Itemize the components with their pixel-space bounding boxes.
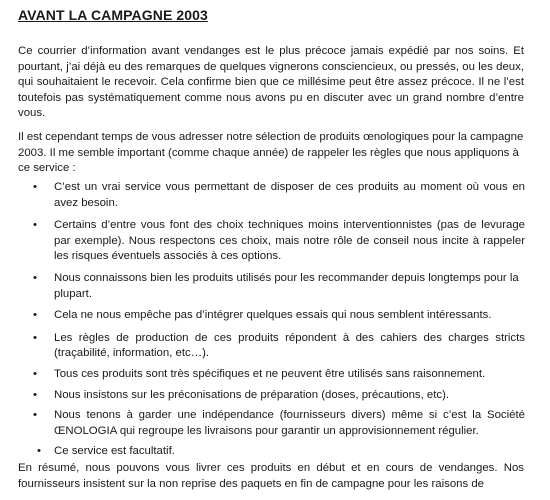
list-item-text: Ce service est facultatif. xyxy=(54,445,175,458)
list-item-text: Nous insistons sur les préconisations de préparation (doses, précautions, etc). xyxy=(54,388,450,401)
bullet-icon: • xyxy=(33,388,37,401)
list-item-text: Tous ces produits sont très spécifiques et ne peuvent être utilisés sans raisonnement. xyxy=(54,367,486,380)
list-item-text: Certains d’entre vous font des choix techniques moins interventionnistes (pas de levurage par exemple). Nous respectons ces choix, mais notre rôle de conseil nous incite à rappeler les risques éventuels associés à ces options. xyxy=(54,219,525,263)
list-item xyxy=(0,331,550,362)
document-title: AVANT LA CAMPAGNE 2003 xyxy=(18,7,208,23)
summary-paragraph: En résumé, nous pouvons vous livrer ces produits en début et en cours de vendanges. Nos fournisseurs insistent sur la non reprise des paquets en fin de campagne pour les raisons de xyxy=(18,462,524,490)
list-item-text: Les règles de production de ces produits répondent à des cahiers des charges stricts (traçabilité, information, etc…). xyxy=(54,331,525,360)
list-item-text: Nous connaissons bien les produits utilisés pour les recommander depuis longtemps pour la plupart. xyxy=(54,271,519,300)
bullet-icon: • xyxy=(33,309,37,322)
list-item xyxy=(0,444,550,460)
selection-paragraph: Il est cependant temps de vous adresser notre sélection de produits œnologiques pour la campagne 2003. Il me semble important (comme chaque année) de rappeler les règles que nous appliquons à ce service : xyxy=(18,131,524,175)
bullet-icon: • xyxy=(33,367,37,380)
list-item-text: Cela ne nous empêche pas d’intégrer quelques essais qui nous semblent intéressants. xyxy=(54,309,492,322)
list-item xyxy=(0,180,550,211)
bullet-icon: • xyxy=(33,219,37,232)
list-item xyxy=(0,218,550,265)
list-item xyxy=(0,308,550,324)
list-item xyxy=(0,271,550,302)
intro-paragraph: Ce courrier d’information avant vendanges est le plus précoce jamais expédié par nos soins. Et pourtant, j’ai déjà eu des remarques de quelques vignerons consciencieux, ou pressés, ou les deux, qui souhaitaient le recevoir. Cela confirme bien que ce millésime peut être assez précoce. Il ne l’est toutefois pas systématiquement comme nous avons pu en discuter avec un grand nombre d’entre vous. xyxy=(18,45,524,120)
bullet-icon: • xyxy=(33,331,37,344)
bullet-icon: • xyxy=(33,271,37,284)
list-item xyxy=(0,408,550,439)
list-item-text: C’est un vrai service vous permettant de disposer de ces produits au moment où vous en avez besoin. xyxy=(54,181,525,209)
bullet-icon: • xyxy=(37,445,41,458)
bullet-icon: • xyxy=(33,181,37,193)
list-item xyxy=(0,388,550,404)
rules-list xyxy=(0,180,550,460)
list-item-text: Nous tenons à garder une indépendance (fournisseurs divers) même si c’est la Société ŒNOLOGIA qui regroupe les livraisons pour garantir un approvisionnement régulier. xyxy=(54,409,525,437)
bullet-icon: • xyxy=(33,409,37,422)
list-item xyxy=(0,367,550,383)
